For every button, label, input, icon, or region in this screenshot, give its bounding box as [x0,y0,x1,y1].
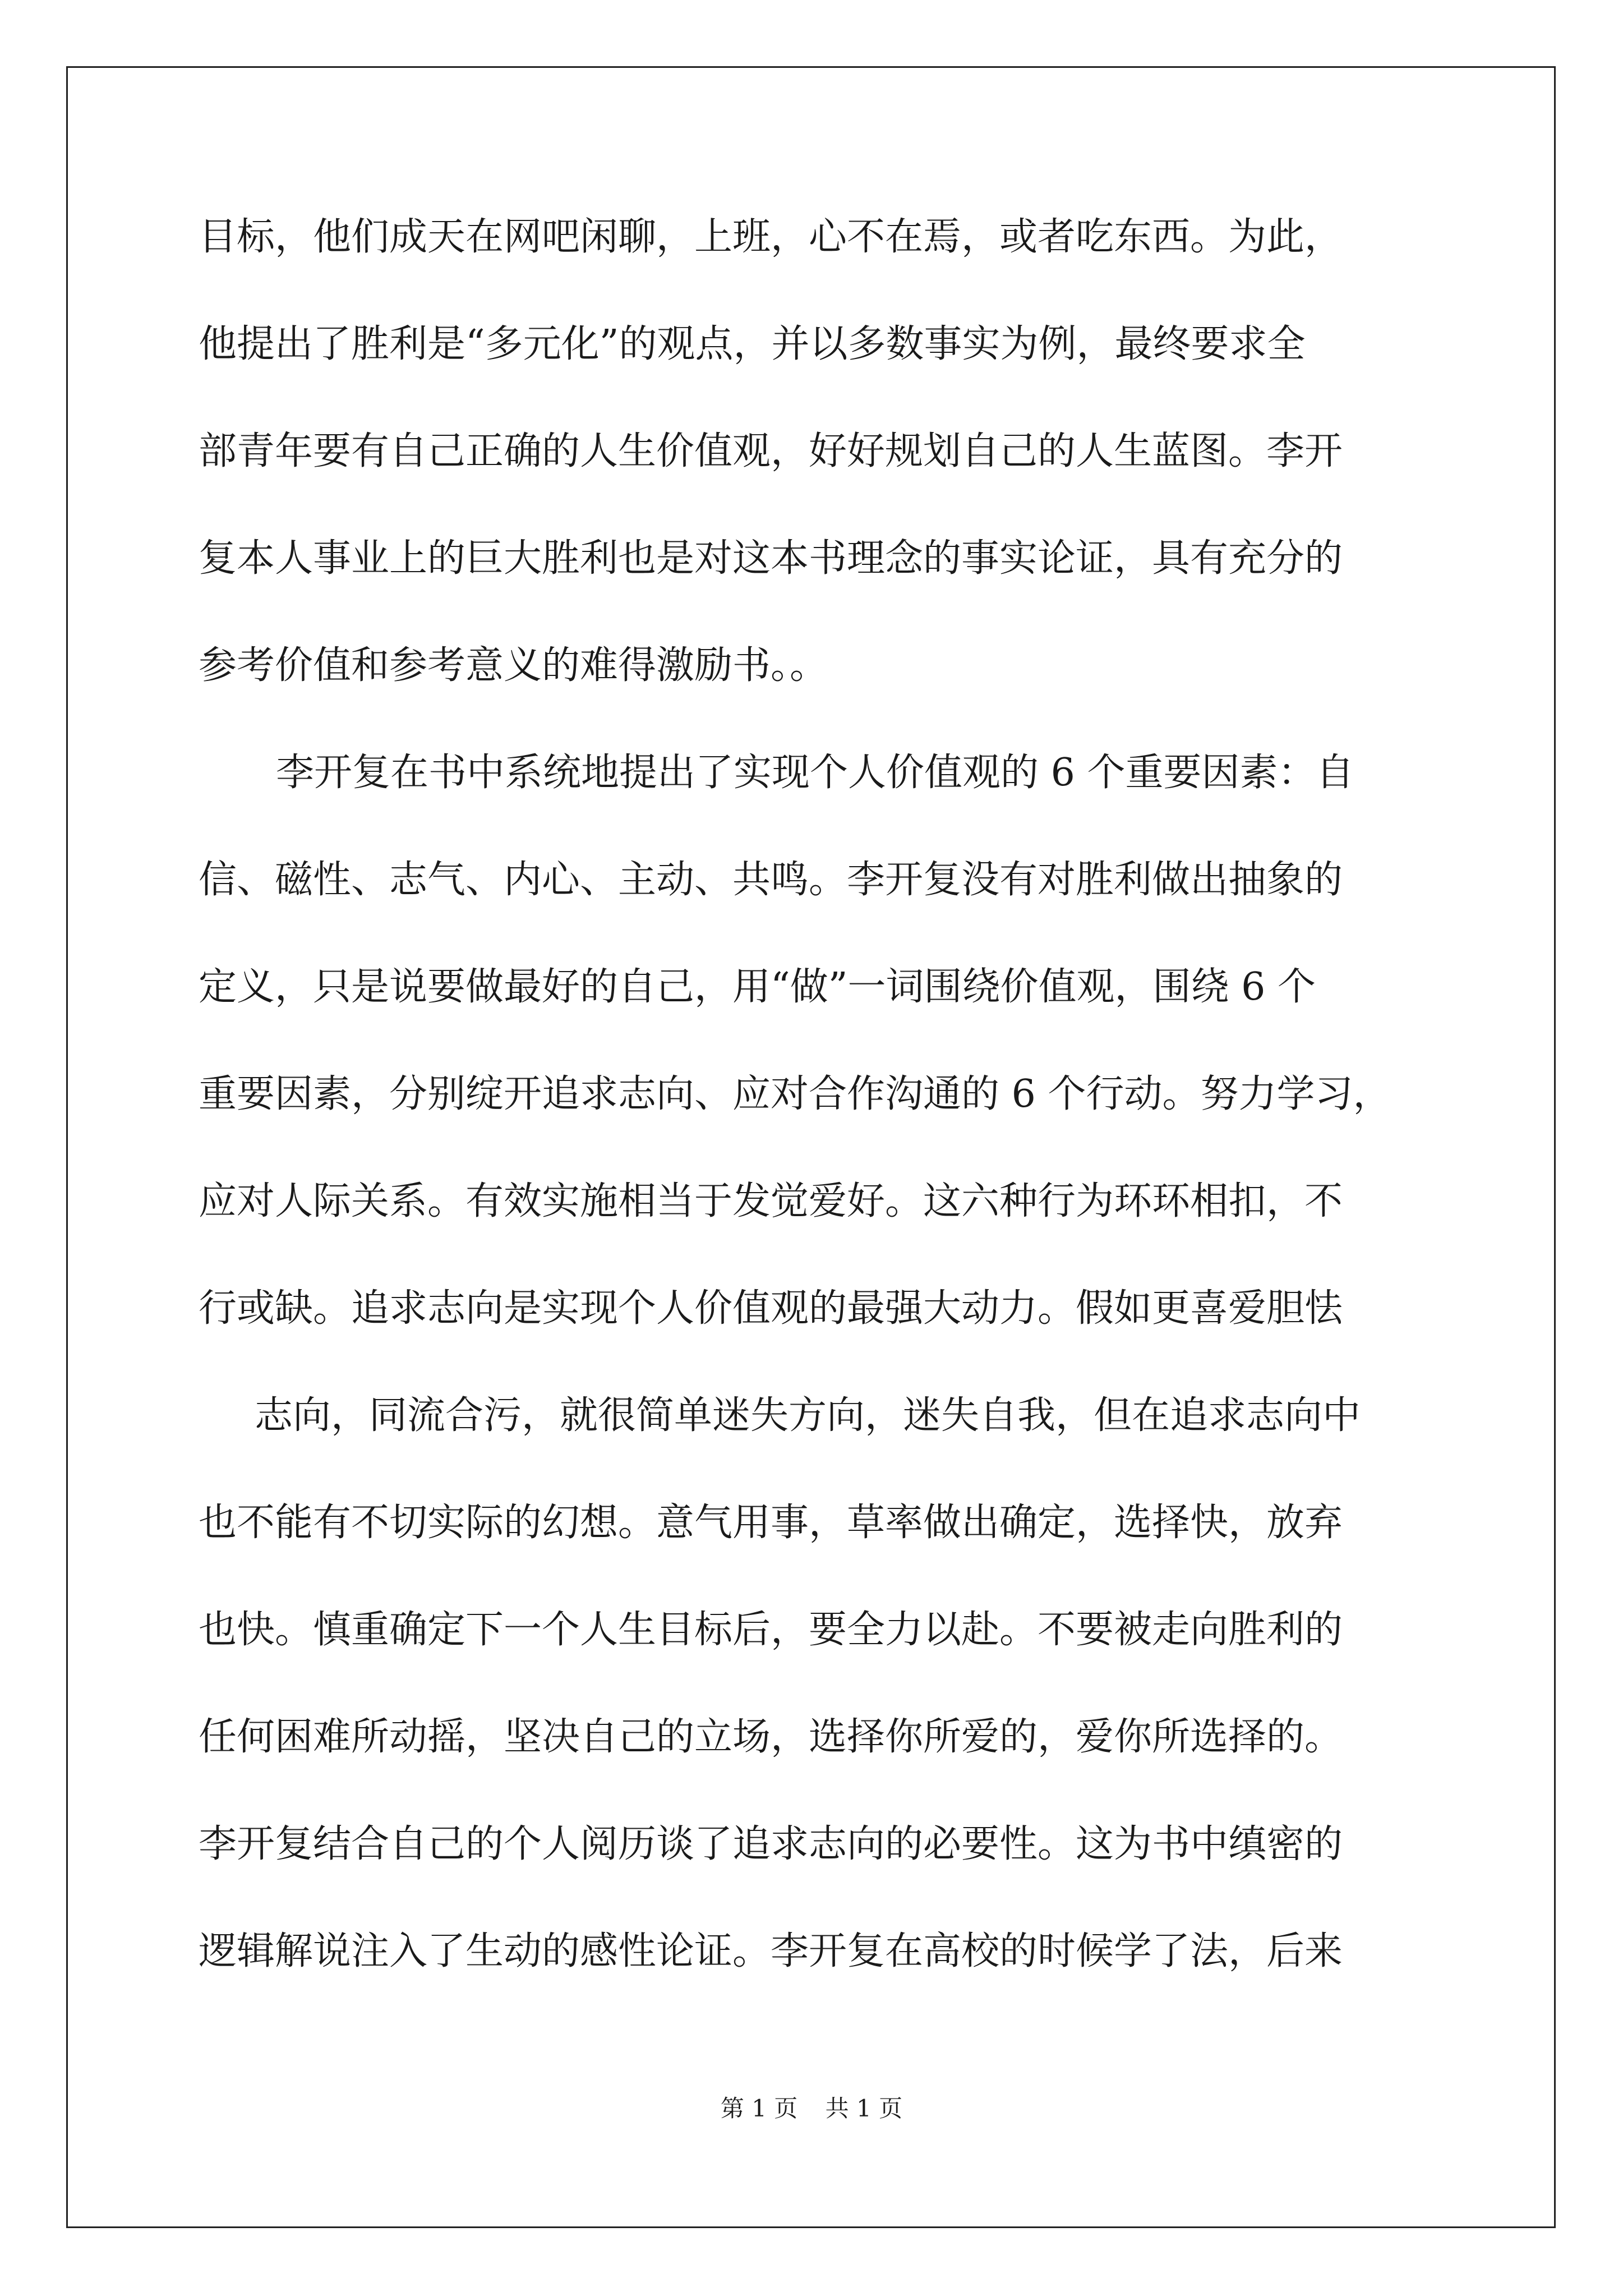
text-line: 目标，他们成天在网吧闲聊，上班，心不在焉，或者吃东西。为此， [199,215,1343,259]
text-line: 李开复结合自己的个人阅历谈了追求志向的必要性。这为书中缜密的 [199,1822,1343,1866]
page-total: 共 1 页 [825,2095,903,2122]
text-line: 行或缺。追求志向是实现个人价值观的最强大动力。假如更喜爱胆怯 [199,1286,1343,1331]
text-line: 也不能有不切实际的幻想。意气用事，草率做出确定，选择快，放弃 [199,1501,1343,1545]
text-line: 复本人事业上的巨大胜利也是对这本书理念的事实论证，具有充分的 [199,536,1343,581]
text-line: 逻辑解说注入了生动的感性论证。李开复在高校的时候学了法，后来 [199,1929,1343,1973]
paragraph-start-line: 志向，同流合污，就很简单迷失方向，迷失自我，但在追求志向中 [255,1393,1361,1438]
text-line: 参考价值和参考意义的难得激励书。。 [199,643,828,688]
document-body [199,211,1432,2032]
page-footer [0,2090,1623,2124]
text-line: 他提出了胜利是“多元化”的观点，并以多数事实为例，最终要求全 [199,322,1306,366]
text-line: 部青年要有自己正确的人生价值观，好好规划自己的人生蓝图。李开 [199,429,1343,473]
text-line: 定义，只是说要做最好的自己，用“做”一词围绕价值观，围绕 6 个 [199,965,1316,1009]
text-line: 信、磁性、志气、内心、主动、共鸣。李开复没有对胜利做出抽象的 [199,858,1343,902]
paragraph-start-line: 李开复在书中系统地提出了实现个人价值观的 6 个重要因素：自 [276,751,1354,795]
text-line: 也快。慎重确定下一个人生目标后，要全力以赴。不要被走向胜利的 [199,1608,1343,1652]
text-line: 任何困难所动摇，坚决自己的立场，选择你所爱的，爱你所选择的。 [199,1715,1343,1759]
text-line: 重要因素，分别绽开追求志向、应对合作沟通的 6 个行动。努力学习， [199,1072,1391,1116]
page-number: 第 1 页 [720,2095,798,2122]
text-line: 应对人际关系。有效实施相当于发觉爱好。这六种行为环环相扣，不 [199,1179,1343,1223]
